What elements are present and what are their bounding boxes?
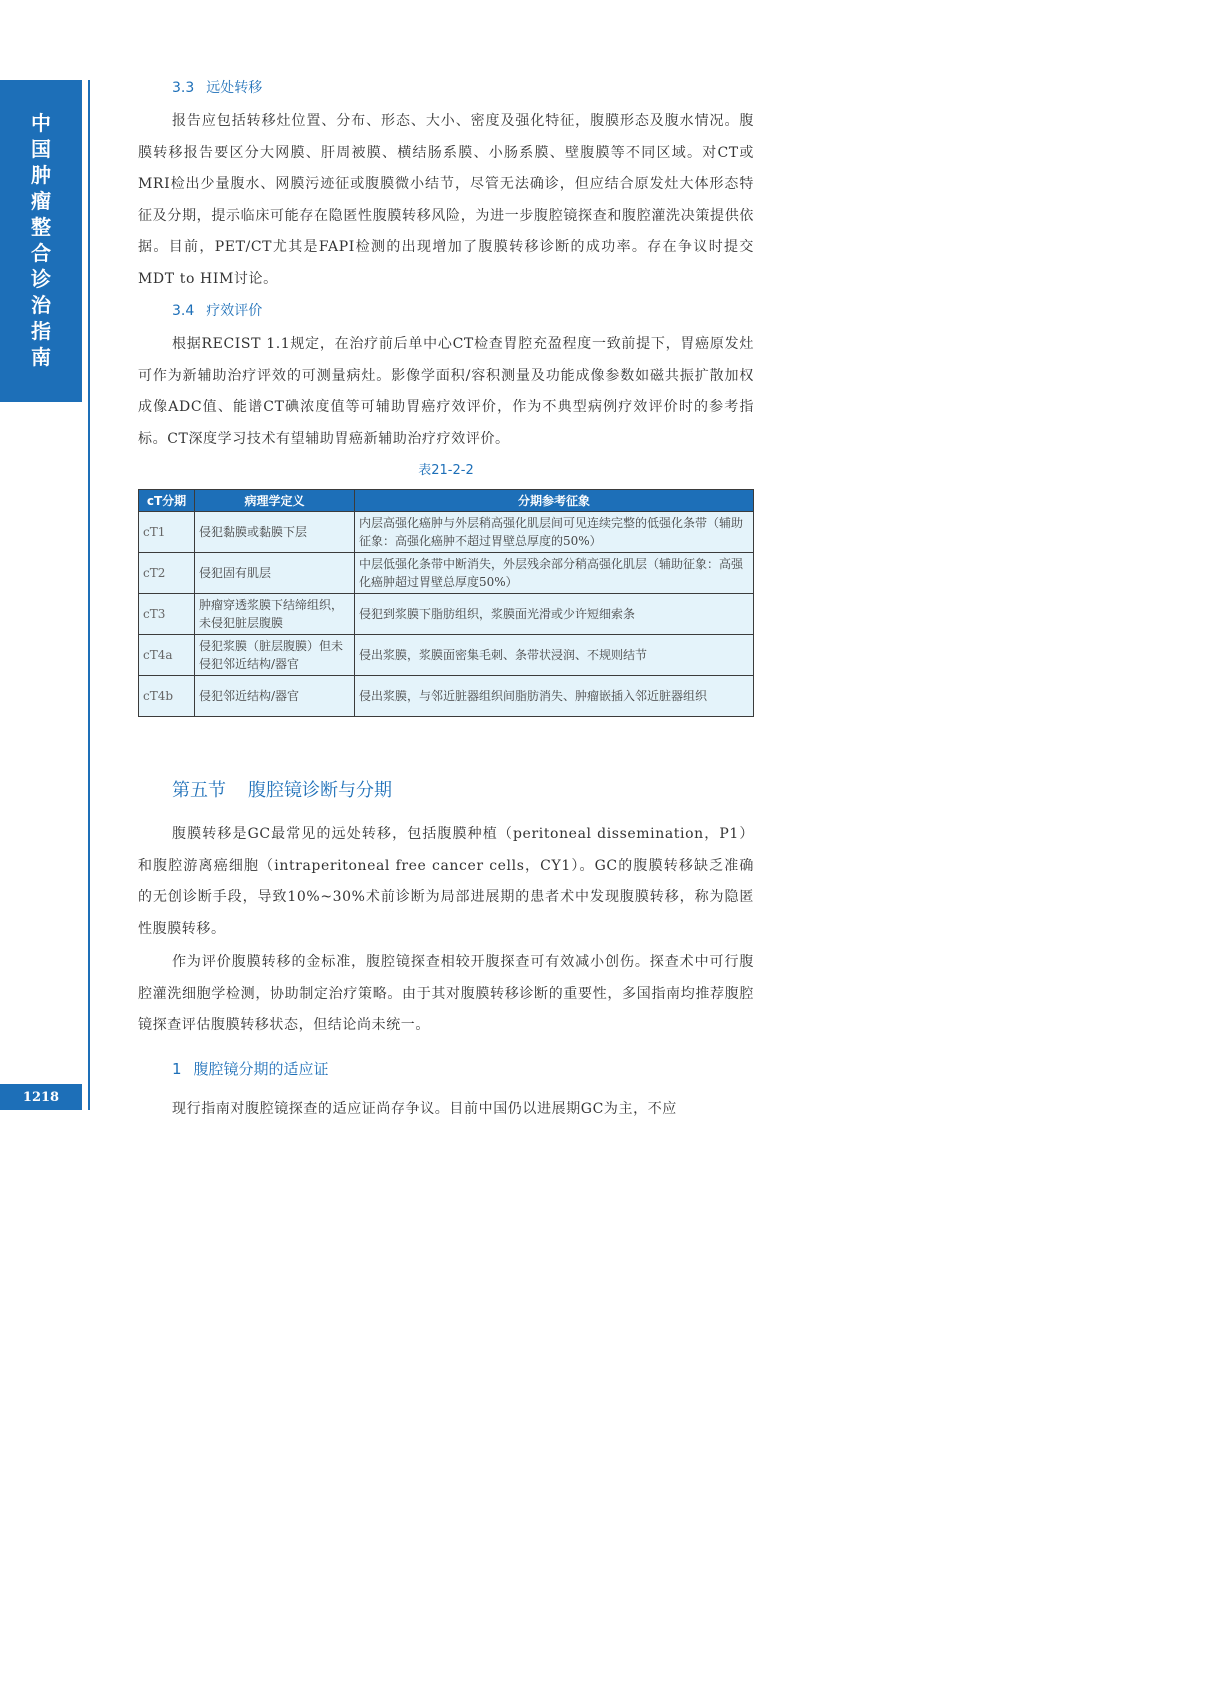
subsection-number: 3.3 bbox=[172, 80, 195, 96]
book-title-char: 南 bbox=[31, 345, 51, 369]
paragraph-indications: 现行指南对腹腔镜探查的适应证尚存争议。目前中国仍以进展期GC为主，不应 bbox=[172, 1100, 677, 1117]
section-heading bbox=[138, 773, 754, 809]
subsection-heading-3-3 bbox=[138, 74, 754, 102]
stage-code-cell: cT2 bbox=[139, 553, 195, 594]
stage-code-cell: cT1 bbox=[139, 512, 195, 553]
sign-cell: 中层低强化条带中断消失，外层残余部分稍高强化肌层（辅助征象：高强化癌肿超过胃壁总厚度50%） bbox=[355, 553, 754, 594]
paragraph-peritoneal-metastasis: 腹膜转移是GC最常见的远处转移，包括腹膜种植（peritoneal dissemination，P1）和腹腔游离癌细胞（intraperitoneal free cancer cells，CY1）。GC的腹膜转移缺乏准确的无创诊断手段，导致10%~30%术前诊断为局部进展期的患者术中发现腹膜转移，称为隐匿性腹膜转移。 bbox=[138, 826, 754, 937]
page-content bbox=[138, 74, 754, 1125]
book-title-char: 国 bbox=[31, 137, 51, 161]
sign-cell: 侵出浆膜，浆膜面密集毛刺、条带状浸润、不规则结节 bbox=[355, 635, 754, 676]
table-header-row bbox=[139, 490, 754, 512]
book-title-char: 合 bbox=[31, 241, 51, 265]
section-number: 第五节 bbox=[172, 780, 226, 801]
table-row bbox=[139, 594, 754, 635]
book-title-char: 整 bbox=[31, 215, 51, 239]
sign-cell: 内层高强化癌肿与外层稍高强化肌层间可见连续完整的低强化条带（辅助征象：高强化癌肿不超过胃壁总厚度的50%） bbox=[355, 512, 754, 553]
paragraph-efficacy-evaluation: 根据RECIST 1.1规定，在治疗前后单中心CT检查胃腔充盈程度一致前提下，胃癌原发灶可作为新辅助治疗评效的可测量病灶。影像学面积/容积测量及功能成像参数如磁共振扩散加权成像ADC值、能谱CT碘浓度值等可辅助胃癌疗效评价，作为不典型病例疗效评价时的参考指标。CT深度学习技术有望辅助胃癌新辅助治疗疗效评价。 bbox=[138, 336, 754, 447]
subsection-title: 远处转移 bbox=[206, 80, 263, 96]
subsection-heading-1 bbox=[138, 1052, 754, 1086]
book-title-tab bbox=[0, 80, 82, 402]
stage-code-cell: cT4b bbox=[139, 676, 195, 717]
book-title-char: 肿 bbox=[31, 163, 51, 187]
table-caption: 表21-2-2 bbox=[418, 463, 474, 478]
definition-cell: 侵犯邻近结构/器官 bbox=[195, 676, 355, 717]
table-row bbox=[139, 553, 754, 594]
sign-cell: 侵出浆膜，与邻近脏器组织间脂肪消失、肿瘤嵌插入邻近脏器组织 bbox=[355, 676, 754, 717]
column-header: 分期参考征象 bbox=[355, 490, 754, 512]
page-number: 1218 bbox=[0, 1084, 82, 1110]
book-title-char: 瘤 bbox=[31, 189, 51, 213]
stage-code-cell: cT3 bbox=[139, 594, 195, 635]
book-title-char: 中 bbox=[31, 111, 51, 135]
subsection-number: 3.4 bbox=[172, 303, 195, 319]
definition-cell: 肿瘤穿透浆膜下结缔组织，未侵犯脏层腹膜 bbox=[195, 594, 355, 635]
table-row bbox=[139, 676, 754, 717]
definition-cell: 侵犯固有肌层 bbox=[195, 553, 355, 594]
subsection-title: 疗效评价 bbox=[206, 303, 263, 319]
stage-code-cell: cT4a bbox=[139, 635, 195, 676]
paragraph-distant-metastasis: 报告应包括转移灶位置、分布、形态、大小、密度及强化特征，腹膜形态及腹水情况。腹膜转移报告要区分大网膜、肝周被膜、横结肠系膜、小肠系膜、壁腹膜等不同区域。对CT或MRI检出少量腹水、网膜污迹征或腹膜微小结节，尽管无法确诊，但应结合原发灶大体形态特征及分期，提示临床可能存在隐匿性腹膜转移风险，为进一步腹腔镜探查和腹腔灌洗决策提供依据。目前，PET/CT尤其是FAPI检测的出现增加了腹膜转移诊断的成功率。存在争议时提交MDT to HIM讨论。 bbox=[138, 113, 754, 287]
book-title-char: 指 bbox=[31, 319, 51, 343]
book-title-char: 诊 bbox=[31, 267, 51, 291]
ct-staging-table bbox=[138, 489, 754, 717]
book-title-char: 治 bbox=[31, 293, 51, 317]
paragraph-laparoscopy-gold-standard: 作为评价腹膜转移的金标准，腹腔镜探查相较开腹探查可有效减小创伤。探查术中可行腹腔灌洗细胞学检测，协助制定治疗策略。由于其对腹膜转移诊断的重要性，多国指南均推荐腹腔镜探查评估腹膜转移状态，但结论尚未统一。 bbox=[138, 954, 754, 1033]
column-header: 病理学定义 bbox=[195, 490, 355, 512]
subsection-number: 1 bbox=[172, 1059, 182, 1078]
definition-cell: 侵犯浆膜（脏层腹膜）但未侵犯邻近结构/器官 bbox=[195, 635, 355, 676]
definition-cell: 侵犯黏膜或黏膜下层 bbox=[195, 512, 355, 553]
column-header: cT分期 bbox=[139, 490, 195, 512]
subsection-title: 腹腔镜分期的适应证 bbox=[193, 1059, 329, 1078]
table-row bbox=[139, 635, 754, 676]
subsection-heading-3-4 bbox=[138, 297, 754, 325]
sign-cell: 侵犯到浆膜下脂肪组织，浆膜面光滑或少许短细索条 bbox=[355, 594, 754, 635]
section-title: 腹腔镜诊断与分期 bbox=[248, 780, 392, 801]
table-row bbox=[139, 512, 754, 553]
margin-rule bbox=[88, 80, 90, 1110]
